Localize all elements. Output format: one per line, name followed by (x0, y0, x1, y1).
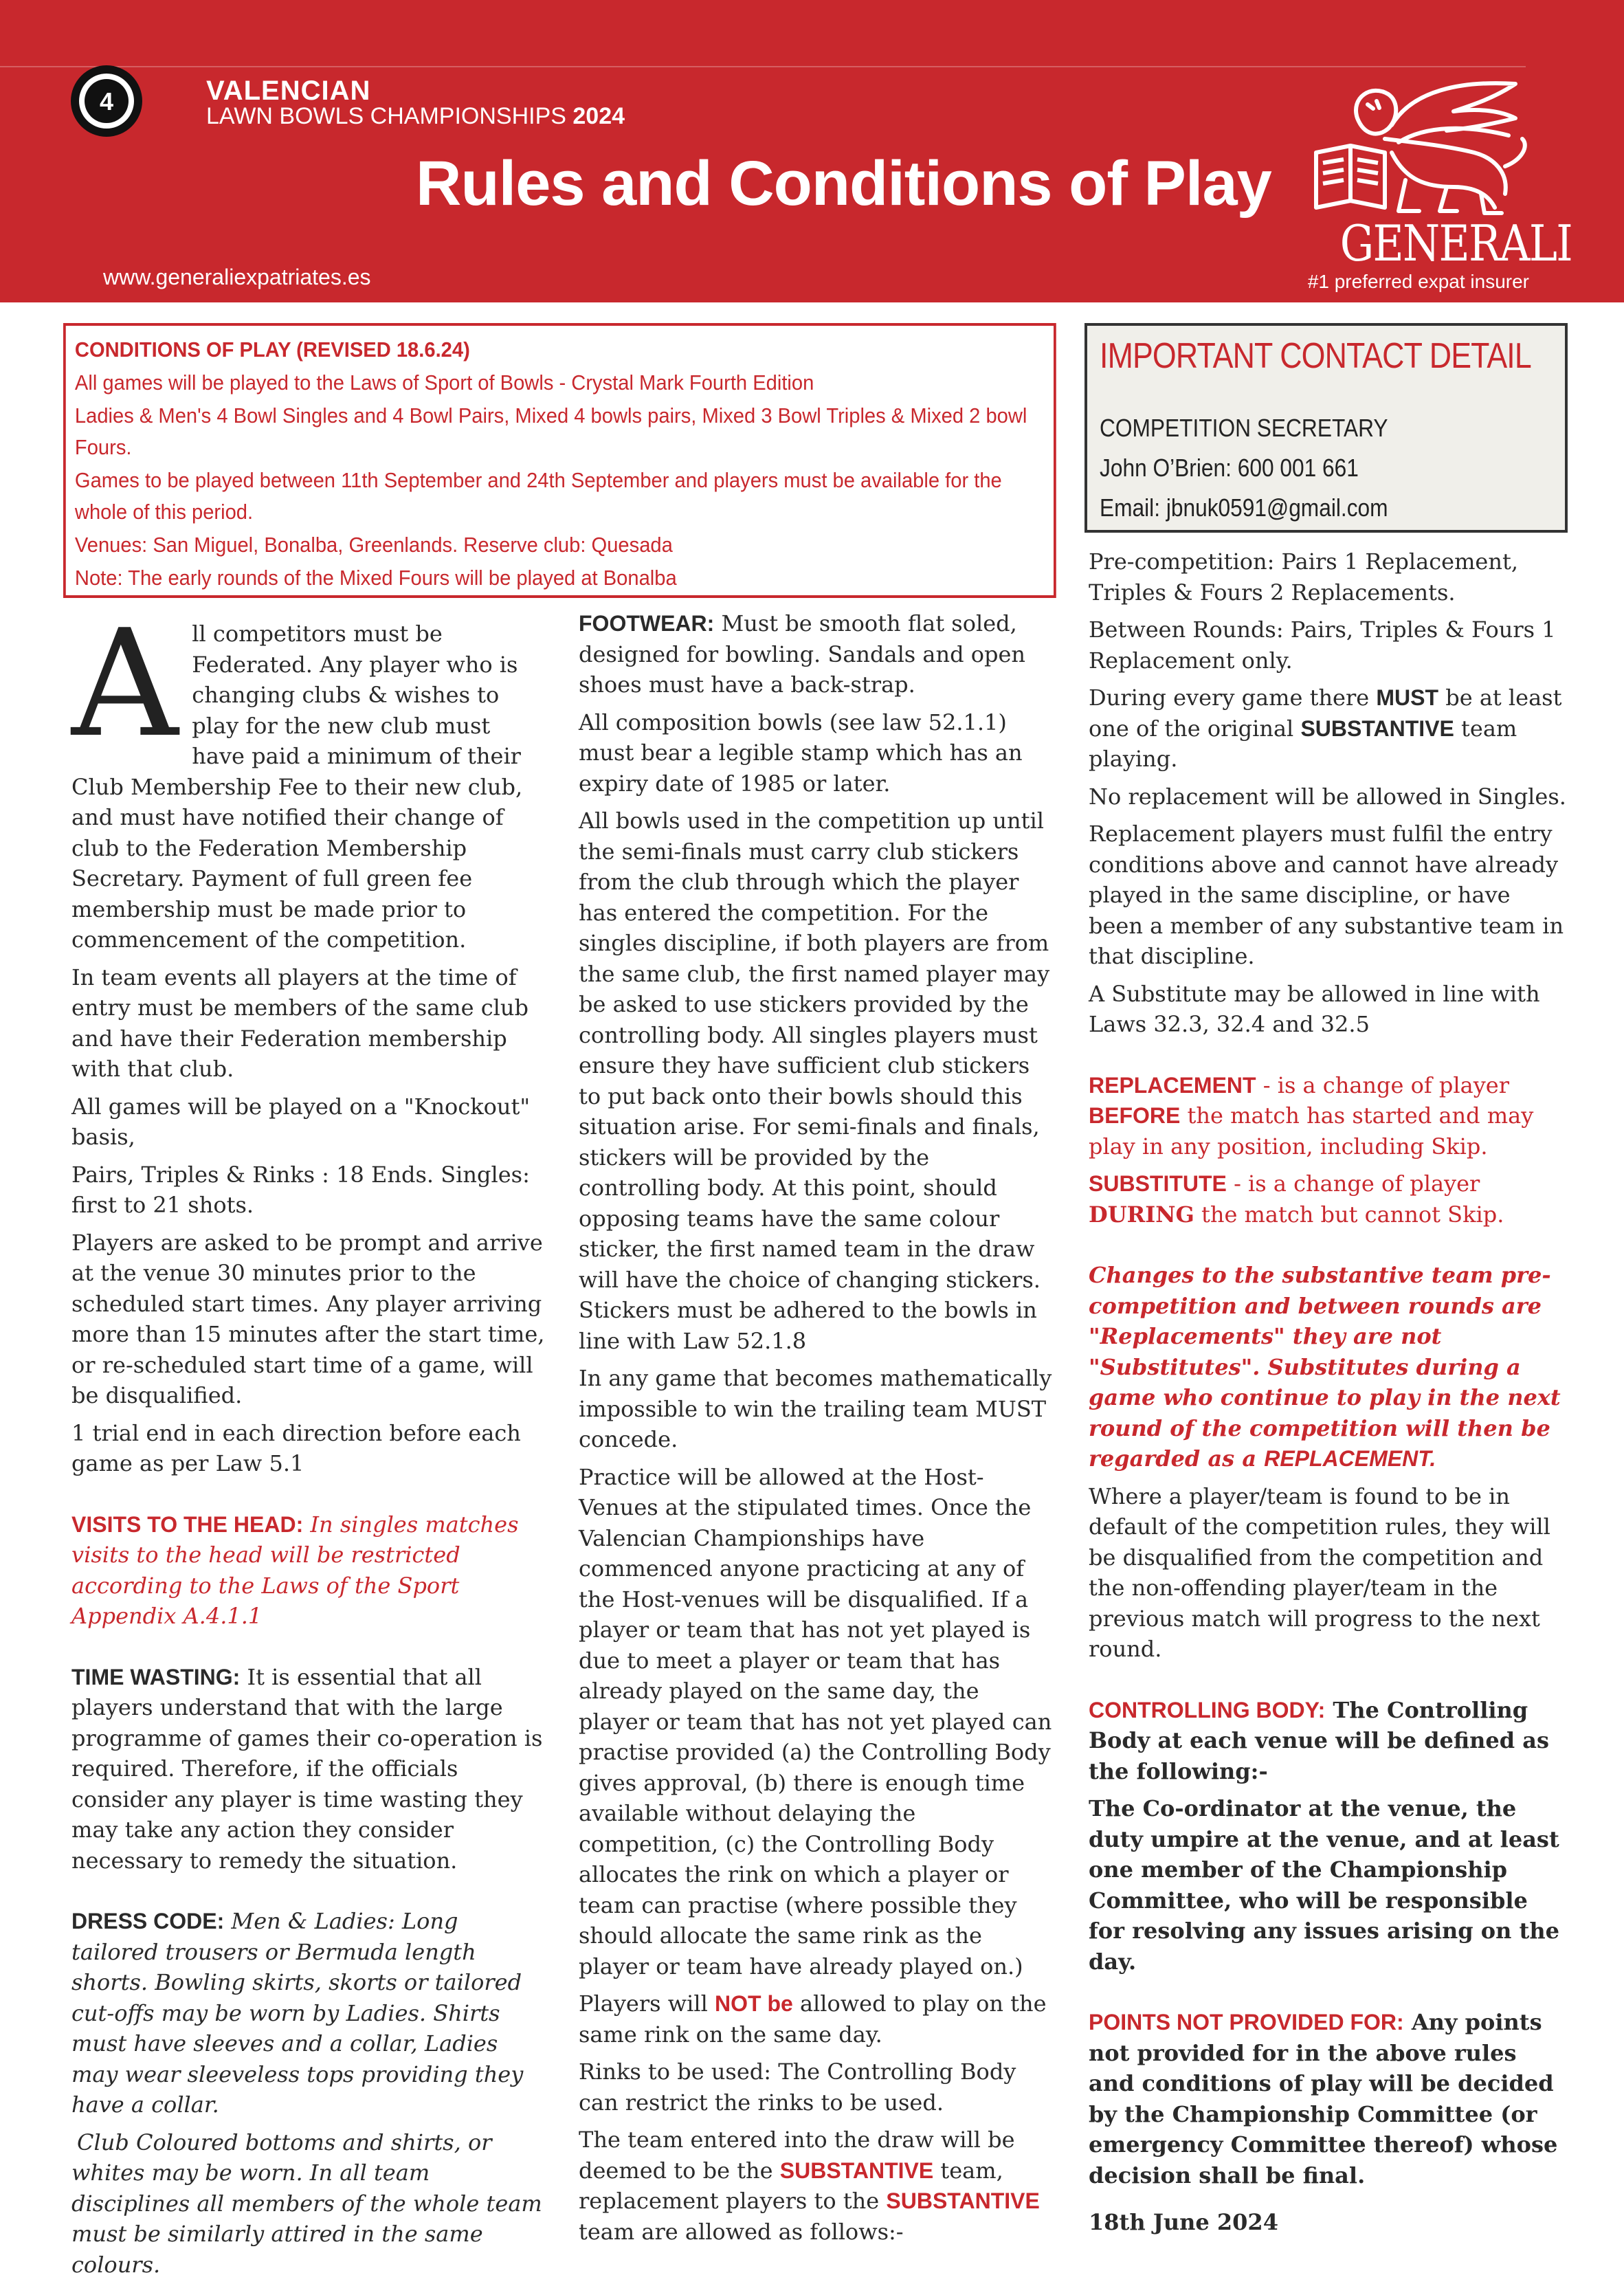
conditions-title: CONDITIONS OF PLAY (REVISED 18.6.24) (74, 337, 470, 362)
knockout-paragraph: All games will be played on a "Knockout" basis, (71, 1093, 531, 1150)
composition-paragraph: All composition bowls (see law 52.1.1) must bear a legible stamp which has an expiry date of 1985 or later. (579, 709, 1023, 797)
conditions-line: Note: The early rounds of the Mixed Fours will be played at Bonalba (74, 566, 677, 590)
visits-section: VISITS TO THE HEAD: In singles matches visits to the head will be restricted according to the Laws of the Sport Appendix A.4.1.1 (71, 1511, 519, 1629)
conditions-line: All games will be played to the Laws of Sport of Bowls - Crystal Mark Fourth Edition (74, 370, 814, 395)
contact-role: COMPETITION SECRETARY (1100, 414, 1388, 442)
conditions-line: Games to be played between 11th September and 24th September and players must be available for the whole of this period. (74, 468, 1002, 524)
practice-paragraph: Practice will be allowed at the Host-Venues at the stipulated times. Once the Valencian Championships have commenced anyone practicing at any of the Host-venues will be disqualified. If a player or team that has not yet played is due to meet a player or team that has already played on the same day, the player or team that has not yet played can practise provided (a) the Controlling Body gives approval, (b) there is enough time available without delaying the competition, (c) the Controlling Body allocates the rink on which a player or team can practise (where possible they should allocate the same rink as the player or team have already played on.) (579, 1463, 1052, 1980)
footwear-heading: FOOTWEAR: (579, 611, 715, 636)
changes-paragraph: Changes to the substantive team pre-competition and between rounds are "Replacements" they are not "Substitutes". Substitutes during a game who continue to play in the next round of the competition will then be regarded as a REPLACEMENT. (1089, 1262, 1561, 1472)
trial-end-paragraph: 1 trial end in each direction before each game as per Law 5.1 (71, 1419, 521, 1476)
contact-title: IMPORTANT CONTACT DETAIL (1100, 336, 1531, 376)
page-number-badge (69, 63, 144, 139)
column-2 (579, 608, 1053, 2254)
points-not-provided-section: POINTS NOT PROVIDED FOR: Any points not provided for in the above rules and conditions of play will be decided by the Championship Committee (or emergency Committee thereof) whose decision shall be final. (1089, 2009, 1558, 2188)
footwear-section: FOOTWEAR: Must be smooth flat soled, designed for bowling. Sandals and open shoes must have a back-strap. (579, 610, 1026, 698)
time-wasting-heading: TIME WASTING: (71, 1664, 241, 1689)
dress-code-heading: DRESS CODE: (71, 1909, 225, 1933)
during-game-paragraph: During every game there MUST be at least one of the original SUBSTANTIVE team playing. (1089, 685, 1562, 772)
contact-detail-box (1084, 323, 1568, 533)
replacement-definition: REPLACEMENT - is a change of player BEFORE the match has started and may play in any position, including Skip. (1089, 1072, 1534, 1160)
page-header (0, 0, 1624, 302)
brand-tagline: #1 preferred expat insurer (1307, 271, 1529, 292)
fulfil-paragraph: Replacement players must fulfil the entry conditions above and cannot have already played in the same discipline, or have been a member of any substantive team in that discipline. (1089, 821, 1564, 969)
time-wasting-section: TIME WASTING: It is essential that all players understand that with the large programme of games their co-operation is required. Therefore, if the officials consider any player is time wasting they may take any action they consider necessary to remedy the situation. (71, 1663, 543, 1874)
generali-lion-logo-icon (1309, 77, 1536, 218)
between-rounds-paragraph: Between Rounds: Pairs, Triples & Fours 1 Replacement only. (1089, 617, 1556, 674)
dress-code-section: DRESS CODE: Men & Ladies: Long tailored trousers or Bermuda length shorts. Bowling skirts, skorts or tailored cut-offs may be worn by Ladies. Shirts must have sleeves and a collar, Ladies may wear sleeveless tops providing they have a collar. (71, 1908, 524, 2118)
intro-paragraph: All competitors must be Federated. Any player who is changing clubs & wishes to play for the new club must have paid a minimum of their Club Membership Fee to their new club, and must have notified their change of club to the Federation Membership Secretary. Payment of full green fee membership must be made prior to commencement of the competition. (71, 597, 523, 953)
default-paragraph: Where a player/team is found to be in default of the competition rules, they will be disqualified from the competition and the non-offending player/team in the previous match will progress to the next round. (1089, 1483, 1550, 1662)
dress-code-paragraph: Club Coloured bottoms and shirts, or whites may be worn. In all team disciplines all members of the whole team must be similarly attired in the same colours. (71, 2129, 542, 2278)
coordinator-paragraph: The Co-ordinator at the venue, the duty umpire at the venue, and at least one member of the Championship Committee, who will be responsible for resolving any issues arising on the day. (1089, 1795, 1559, 1975)
event-name: VALENCIAN (206, 76, 371, 106)
concede-paragraph: In any game that becomes mathematically impossible to win the trailing team MUST concede. (579, 1365, 1052, 1452)
generali-wordmark: GENERALI (1339, 214, 1572, 272)
team-events-paragraph: In team events all players at the time of entry must be members of the same club and have their Federation membership with that club. (71, 964, 529, 1082)
replacement-heading: REPLACEMENT (1089, 1072, 1256, 1098)
pre-competition-paragraph: Pre-competition: Pairs 1 Replacement, Triples & Fours 2 Replacements. (1089, 548, 1518, 606)
column-3 (1089, 546, 1570, 2245)
document-date: 18th June 2024 (1089, 2209, 1278, 2235)
ends-paragraph: Pairs, Triples & Rinks : 18 Ends. Singles: first to 21 shots. (71, 1161, 530, 1218)
controlling-body-section: CONTROLLING BODY: The Controlling Body at each venue will be defined as the following:- (1089, 1696, 1550, 1784)
website-url[interactable]: www.generaliexpatriates.es (103, 265, 371, 289)
singles-paragraph: No replacement will be allowed in Singles. (1089, 783, 1566, 810)
contact-email[interactable]: Email: jbnuk0591@gmail.com (1100, 494, 1388, 522)
points-heading: POINTS NOT PROVIDED FOR: (1089, 2010, 1404, 2035)
conditions-line: Ladies & Men's 4 Bowl Singles and 4 Bowl Pairs, Mixed 4 bowls pairs, Mixed 3 Bowl Triples & Mixed 2 bowl Fours. (74, 403, 1027, 459)
stickers-paragraph: All bowls used in the competition up until the semi-finals must carry club stickers from the club through which the player has entered the competition. For the singles discipline, if both players are from the same club, the first named player may be asked to use stickers provided by the controlling body. All singles players must ensure they have sufficient club stickers to put back onto their bowls should this situation arise. For semi-finals and finals, stickers will be provided by the controlling body. At this point, should opposing teams have the same colour sticker, the first named team in the draw will have the choice of changing stickers. Stickers must be adhered to the bowls in line with Law 52.1.8 (579, 808, 1050, 1354)
header-rule (0, 66, 1526, 67)
same-rink-paragraph: Players will NOT be allowed to play on the same rink on the same day. (579, 1991, 1047, 2048)
conditions-line: Venues: San Miguel, Bonalba, Greenlands. Reserve club: Quesada (74, 533, 673, 557)
drop-cap: A (71, 597, 179, 770)
page-title: Rules and Conditions of Play (416, 148, 1271, 219)
page-number: 4 (99, 87, 114, 115)
substitute-laws-paragraph: A Substitute may be allowed in line with Laws 32.3, 32.4 and 32.5 (1089, 980, 1540, 1037)
event-year: 2024 (572, 103, 625, 129)
event-subtitle: LAWN BOWLS CHAMPIONSHIPS 2024 (206, 103, 625, 129)
substitute-definition: SUBSTITUTE - is a change of player DURING the match but cannot Skip. (1089, 1171, 1504, 1228)
substantive-team-paragraph: The team entered into the draw will be deemed to be the SUBSTANTIVE team, replacement players to the SUBSTANTIVE team are allowed as follows:- (579, 2127, 1040, 2245)
controlling-body-heading: CONTROLLING BODY: (1089, 1697, 1326, 1722)
visits-heading: VISITS TO THE HEAD: (71, 1511, 304, 1537)
column-1 (71, 597, 546, 2287)
rinks-paragraph: Rinks to be used: The Controlling Body can restrict the rinks to be used. (579, 2059, 1016, 2116)
contact-name-phone: John O’Brien: 600 001 661 (1100, 454, 1359, 482)
conditions-of-play-box (63, 323, 1056, 598)
prompt-paragraph: Players are asked to be prompt and arrive at the venue 30 minutes prior to the scheduled start times. Any player arriving more than 15 minutes after the start time, or re-scheduled start time of a game, will be disqualified. (71, 1229, 545, 1408)
substitute-heading: SUBSTITUTE (1089, 1171, 1227, 1196)
